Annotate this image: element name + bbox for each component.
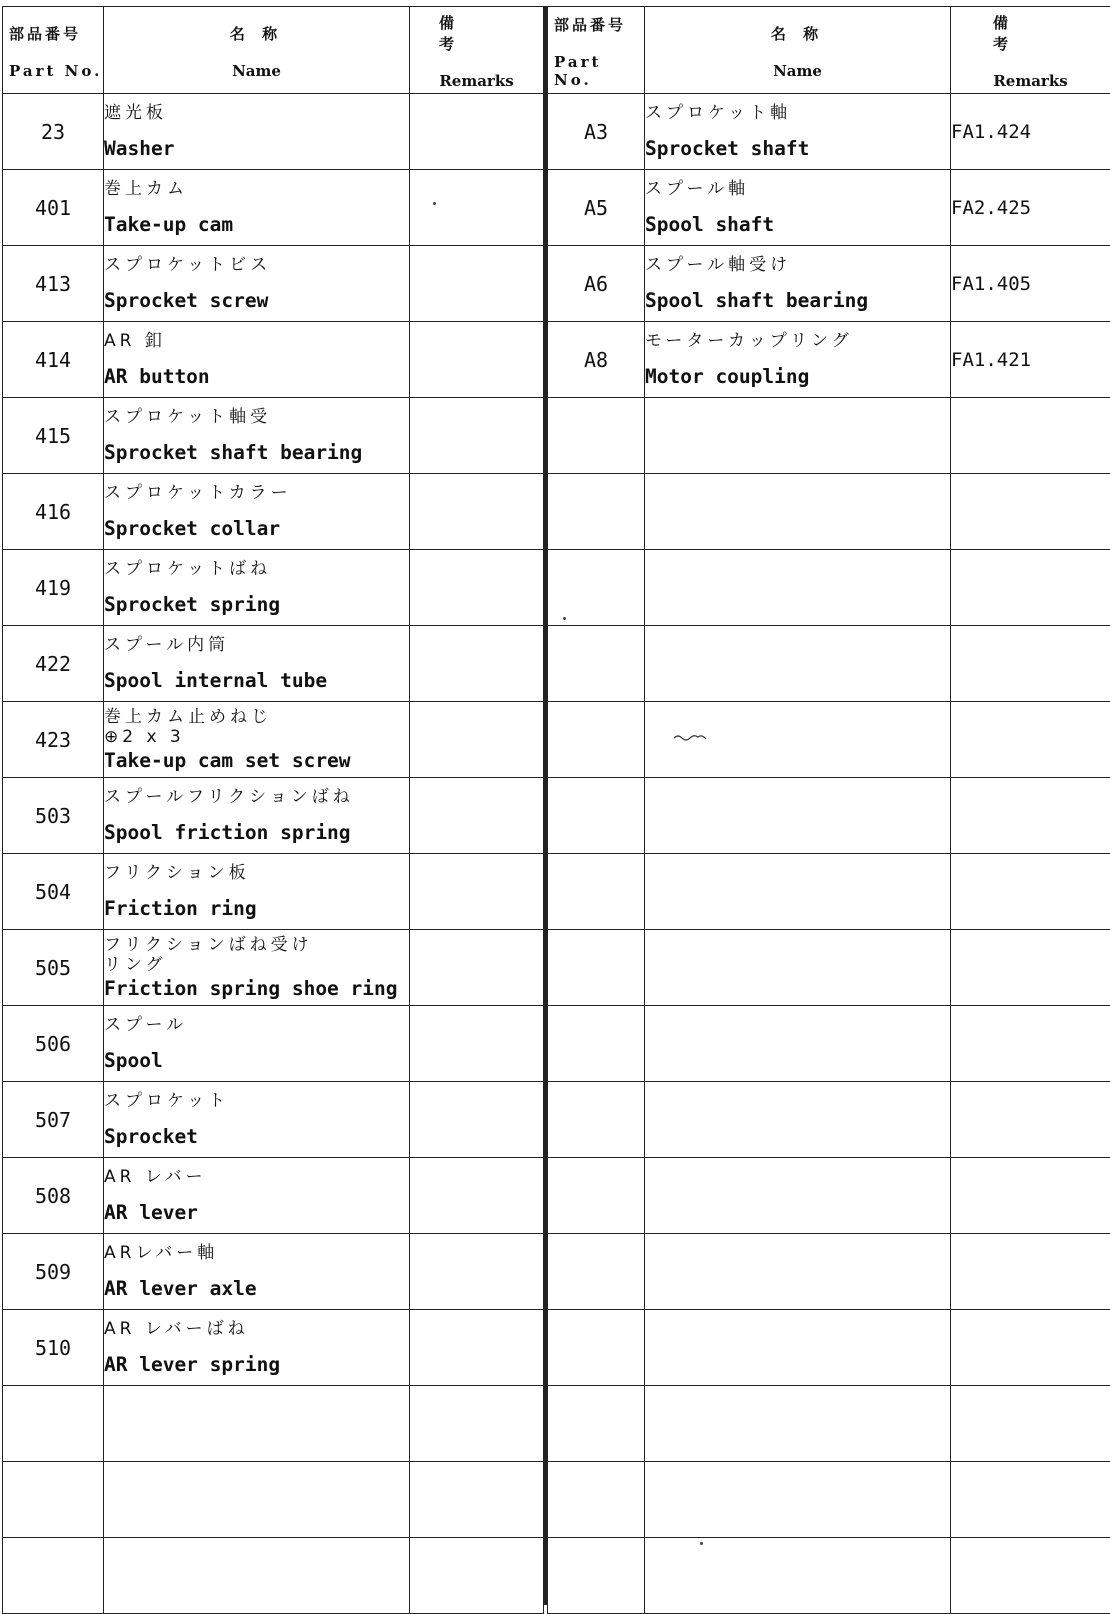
part-number-cell — [548, 854, 645, 930]
remarks-cell — [951, 1538, 1110, 1614]
table-row — [3, 322, 544, 398]
table-row — [3, 702, 544, 778]
part-name-cell — [104, 1082, 410, 1158]
part-number-cell — [3, 1538, 104, 1614]
part-name-cell — [645, 322, 951, 398]
table-header-row — [3, 7, 544, 94]
part-number-cell: 419 — [3, 550, 104, 626]
remarks-cell: FA1.421 — [951, 322, 1110, 398]
part-name-cell — [104, 246, 410, 322]
part-no-header — [548, 7, 645, 94]
remarks-cell — [410, 626, 544, 702]
scan-speck — [700, 1542, 703, 1545]
part-name-japanese: スプロケット軸受 — [104, 407, 409, 427]
part-name-cell — [104, 322, 410, 398]
part-no-header-en: Part No. — [3, 62, 103, 80]
table-row — [3, 1462, 544, 1538]
part-no-header — [3, 7, 104, 94]
part-number-cell — [548, 550, 645, 626]
part-name-cell — [104, 398, 410, 474]
table-row — [548, 854, 1110, 930]
part-name-cell — [104, 626, 410, 702]
remarks-cell — [410, 1234, 544, 1310]
table-row — [3, 626, 544, 702]
part-name-english: Spool internal tube — [104, 669, 409, 693]
remarks-cell — [410, 930, 544, 1006]
remarks-cell — [951, 702, 1110, 778]
part-number-cell: 503 — [3, 778, 104, 854]
part-name-cell — [104, 1538, 410, 1614]
remarks-cell — [951, 1082, 1110, 1158]
table-row — [3, 1006, 544, 1082]
part-name-cell — [104, 930, 410, 1006]
part-name-cell — [104, 778, 410, 854]
table-row — [3, 94, 544, 170]
remarks-cell — [410, 246, 544, 322]
part-number-cell — [548, 1082, 645, 1158]
remarks-cell — [410, 1462, 544, 1538]
part-name-japanese: スプロケットカラー — [104, 483, 409, 503]
part-name-cell — [645, 778, 951, 854]
table-row — [548, 170, 1110, 246]
remarks-cell — [410, 778, 544, 854]
scan-speck — [433, 202, 436, 205]
part-number-cell: A5 — [548, 170, 645, 246]
part-name-cell — [104, 1234, 410, 1310]
part-name-japanese: モーターカップリング — [645, 331, 950, 351]
part-name-cell — [645, 1310, 951, 1386]
part-name-cell — [645, 1462, 951, 1538]
part-name-japanese: スプロケットばね — [104, 559, 409, 579]
part-number-cell — [548, 1158, 645, 1234]
name-header-en: Name — [104, 62, 409, 80]
part-number-cell — [548, 1006, 645, 1082]
part-name-cell — [104, 170, 410, 246]
part-name-cell — [645, 398, 951, 474]
part-name-cell — [104, 94, 410, 170]
table-row — [548, 322, 1110, 398]
part-name-english: Sprocket screw — [104, 289, 409, 313]
part-name-english: AR lever axle — [104, 1277, 409, 1301]
remarks-cell — [951, 474, 1110, 550]
table-row — [548, 474, 1110, 550]
table-row — [3, 398, 544, 474]
part-name-english: Spool friction spring — [104, 821, 409, 845]
part-name-english: Motor coupling — [645, 365, 950, 389]
table-row — [3, 550, 544, 626]
part-number-cell — [548, 398, 645, 474]
table-row — [3, 1158, 544, 1234]
table-row — [548, 1158, 1110, 1234]
part-number-cell — [548, 474, 645, 550]
remarks-cell — [951, 550, 1110, 626]
remarks-cell — [951, 1310, 1110, 1386]
remarks-cell — [410, 1158, 544, 1234]
part-name-japanese: スプール軸受け — [645, 255, 950, 275]
part-number-cell: 422 — [3, 626, 104, 702]
part-number-cell: 504 — [3, 854, 104, 930]
remarks-cell — [951, 1158, 1110, 1234]
part-name-english: Take-up cam — [104, 213, 409, 237]
part-name-cell — [645, 1158, 951, 1234]
part-name-english: Friction ring — [104, 897, 409, 921]
part-number-cell — [548, 626, 645, 702]
part-name-cell — [645, 1006, 951, 1082]
table-row — [3, 778, 544, 854]
part-name-cell — [645, 1386, 951, 1462]
table-row — [3, 170, 544, 246]
part-name-japanese: AR レバーばね — [104, 1319, 409, 1339]
part-name-english: Friction spring shoe ring — [104, 977, 409, 1001]
part-name-japanese: スプロケットビス — [104, 255, 409, 275]
part-number-cell — [548, 930, 645, 1006]
remarks-cell — [410, 854, 544, 930]
remarks-header-en: Remarks — [951, 72, 1110, 90]
remarks-cell — [410, 1082, 544, 1158]
part-number-cell: 505 — [3, 930, 104, 1006]
remarks-cell: FA1.405 — [951, 246, 1110, 322]
part-number-cell — [548, 1538, 645, 1614]
part-number-cell — [548, 1310, 645, 1386]
part-name-english: Take-up cam set screw — [104, 749, 409, 773]
part-number-cell: A8 — [548, 322, 645, 398]
remarks-cell — [410, 1310, 544, 1386]
table-row — [3, 1082, 544, 1158]
part-number-cell: 401 — [3, 170, 104, 246]
part-number-cell: 413 — [3, 246, 104, 322]
name-header — [104, 7, 410, 94]
part-name-japanese: スプール軸 — [645, 179, 950, 199]
remarks-cell — [951, 854, 1110, 930]
table-row — [3, 474, 544, 550]
table-row — [548, 1462, 1110, 1538]
table-row — [548, 1538, 1110, 1614]
part-no-header-en: Part No. — [548, 53, 644, 89]
part-name-english: Washer — [104, 137, 409, 161]
name-header — [645, 7, 951, 94]
part-number-cell: 508 — [3, 1158, 104, 1234]
scan-speck — [563, 617, 566, 620]
part-name-japanese: 遮光板 — [104, 103, 409, 123]
part-number-cell: A6 — [548, 246, 645, 322]
part-name-japanese: スプロケット — [104, 1091, 409, 1111]
remarks-cell — [951, 626, 1110, 702]
part-name-english: Sprocket shaft bearing — [104, 441, 409, 465]
remarks-cell — [410, 1386, 544, 1462]
parts-table-left — [2, 6, 544, 1614]
part-name-english: AR lever spring — [104, 1353, 409, 1377]
table-row — [548, 930, 1110, 1006]
part-name-cell — [104, 1310, 410, 1386]
part-number-cell: 415 — [3, 398, 104, 474]
part-name-cell — [104, 550, 410, 626]
part-name-cell — [645, 550, 951, 626]
remarks-cell — [951, 1462, 1110, 1538]
remarks-cell — [410, 474, 544, 550]
part-number-cell — [548, 1234, 645, 1310]
remarks-cell — [951, 398, 1110, 474]
remarks-header-en: Remarks — [410, 72, 543, 90]
part-name-cell — [104, 854, 410, 930]
table-row — [3, 1234, 544, 1310]
remarks-cell — [410, 550, 544, 626]
part-number-cell — [548, 778, 645, 854]
part-name-english: Spool — [104, 1049, 409, 1073]
table-row — [3, 854, 544, 930]
table-header-row — [548, 7, 1110, 94]
part-name-japanese: フリクション板 — [104, 863, 409, 883]
table-row — [3, 1386, 544, 1462]
part-name-cell — [645, 474, 951, 550]
part-number-cell: 509 — [3, 1234, 104, 1310]
part-name-japanese: スプール — [104, 1015, 409, 1035]
remarks-cell — [410, 398, 544, 474]
table-row — [548, 1006, 1110, 1082]
table-row — [548, 702, 1110, 778]
part-name-cell — [104, 1386, 410, 1462]
remarks-header-ja: 備 考 — [410, 12, 543, 54]
part-no-header-ja: 部品番号 — [548, 14, 644, 35]
remarks-cell — [951, 1006, 1110, 1082]
remarks-cell — [410, 702, 544, 778]
part-number-cell — [548, 702, 645, 778]
part-number-cell: 416 — [3, 474, 104, 550]
table-row — [3, 246, 544, 322]
table-row — [548, 550, 1110, 626]
remarks-cell — [410, 170, 544, 246]
part-name-japanese: AR レバー — [104, 1167, 409, 1187]
remarks-header-ja: 備 考 — [951, 12, 1110, 54]
parts-table-right — [547, 6, 1110, 1614]
part-name-cell — [104, 1462, 410, 1538]
table-row — [548, 1082, 1110, 1158]
remarks-cell — [951, 1386, 1110, 1462]
part-name-english: Sprocket — [104, 1125, 409, 1149]
remarks-cell: FA2.425 — [951, 170, 1110, 246]
part-name-japanese: フリクションばね受け リング — [104, 935, 409, 975]
part-name-cell — [645, 94, 951, 170]
name-header-ja: 名 称 — [104, 23, 409, 44]
part-name-japanese: スプールフリクションばね — [104, 787, 409, 807]
remarks-cell — [410, 322, 544, 398]
part-name-japanese: スプロケット軸 — [645, 103, 950, 123]
remarks-cell — [951, 1234, 1110, 1310]
table-row — [3, 930, 544, 1006]
part-name-cell — [645, 1538, 951, 1614]
part-name-english: Sprocket spring — [104, 593, 409, 617]
part-number-cell: 23 — [3, 94, 104, 170]
table-row — [548, 246, 1110, 322]
part-number-cell — [548, 1386, 645, 1462]
name-header-ja: 名 称 — [645, 23, 950, 44]
remarks-header — [951, 7, 1110, 94]
part-name-english: Spool shaft bearing — [645, 289, 950, 313]
part-name-cell — [645, 1234, 951, 1310]
part-name-japanese: ARレバー軸 — [104, 1243, 409, 1263]
part-name-cell — [104, 474, 410, 550]
remarks-header — [410, 7, 544, 94]
part-name-english: AR lever — [104, 1201, 409, 1225]
part-name-cell — [104, 702, 410, 778]
part-number-cell: 506 — [3, 1006, 104, 1082]
name-header-en: Name — [645, 62, 950, 80]
table-row — [548, 1310, 1110, 1386]
remarks-cell — [410, 1006, 544, 1082]
part-name-japanese: スプール内筒 — [104, 635, 409, 655]
part-number-cell — [3, 1386, 104, 1462]
part-name-english: Spool shaft — [645, 213, 950, 237]
part-name-cell — [104, 1006, 410, 1082]
part-number-cell: 507 — [3, 1082, 104, 1158]
part-number-cell: 414 — [3, 322, 104, 398]
table-row — [548, 1234, 1110, 1310]
part-name-cell — [645, 930, 951, 1006]
ink-squiggle-mark — [673, 733, 707, 741]
part-name-cell — [645, 626, 951, 702]
part-number-cell: 510 — [3, 1310, 104, 1386]
remarks-cell — [410, 1538, 544, 1614]
table-row — [548, 398, 1110, 474]
table-row — [3, 1538, 544, 1614]
part-name-cell — [104, 1158, 410, 1234]
part-name-cell — [645, 1082, 951, 1158]
part-number-cell: 423 — [3, 702, 104, 778]
part-name-cell — [645, 170, 951, 246]
table-row — [548, 94, 1110, 170]
table-row — [548, 1386, 1110, 1462]
table-row — [548, 626, 1110, 702]
remarks-cell — [410, 94, 544, 170]
part-name-japanese: 巻上カム止めねじ ⊕2 x 3 — [104, 707, 409, 747]
part-name-cell — [645, 854, 951, 930]
remarks-cell: FA1.424 — [951, 94, 1110, 170]
table-row — [548, 778, 1110, 854]
part-name-japanese: AR 釦 — [104, 331, 409, 351]
part-name-english: Sprocket collar — [104, 517, 409, 541]
part-number-cell — [548, 1462, 645, 1538]
part-number-cell — [3, 1462, 104, 1538]
part-number-cell: A3 — [548, 94, 645, 170]
part-name-japanese: 巻上カム — [104, 179, 409, 199]
part-no-header-ja: 部品番号 — [3, 23, 103, 44]
table-row — [3, 1310, 544, 1386]
remarks-cell — [951, 930, 1110, 1006]
part-name-cell — [645, 246, 951, 322]
part-name-english: AR button — [104, 365, 409, 389]
remarks-cell — [951, 778, 1110, 854]
part-name-english: Sprocket shaft — [645, 137, 950, 161]
center-divider — [543, 6, 547, 1605]
